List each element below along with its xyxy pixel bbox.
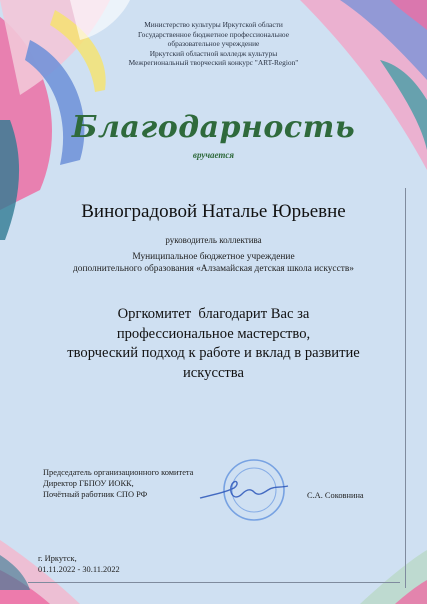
- place-and-dates: [38, 553, 120, 575]
- header-line: Государственное бюджетное профессиональное: [138, 29, 289, 39]
- header-line: образовательное учреждение: [167, 39, 260, 49]
- stamp-with-signature: [196, 458, 292, 522]
- message-line: искусства: [183, 364, 244, 381]
- message-line: профессиональное мастерство,: [116, 325, 311, 342]
- signatory-line: Почётный работник СПО РФ: [43, 490, 148, 499]
- signatory-line: Директор ГБПОУ ИОКК,: [43, 479, 134, 488]
- organization-line: дополнительного образования «Алзамайская детская школа искусств»: [73, 264, 354, 274]
- organization-line: Муниципальное бюджетное учреждение: [132, 252, 295, 262]
- signatory-line: Председатель организационного комитета: [43, 468, 194, 477]
- dates-text: 01.11.2022 - 30.11.2022: [38, 565, 120, 574]
- decorative-horizontal-line: [28, 582, 400, 583]
- recipient-role: руководитель коллектива: [165, 235, 262, 245]
- decorative-vertical-line: [405, 188, 406, 588]
- recipient-name: Виноградовой Наталье Юрьевне: [81, 201, 346, 222]
- header-line: Межрегиональный творческий конкурс "ART-Region": [128, 58, 299, 68]
- signer-name: С.А. Соковнина: [307, 491, 364, 500]
- certificate-subtitle: вручается: [192, 150, 235, 160]
- header-line: Министерство культуры Иркутской области: [144, 20, 283, 29]
- signatory-title: [43, 467, 193, 500]
- gratitude-message: [0, 305, 427, 383]
- place-text: г. Иркутск,: [38, 554, 77, 563]
- header-line: Иркутский областной колледж культуры: [149, 48, 278, 58]
- message-line: Оргкомитет благодарит Вас за: [117, 306, 310, 322]
- message-line: творческий подход к работе и вклад в развитие: [67, 345, 360, 361]
- recipient-organization: [0, 251, 427, 275]
- certificate-title: Благодарность: [71, 110, 356, 145]
- issuer-header: [0, 20, 427, 68]
